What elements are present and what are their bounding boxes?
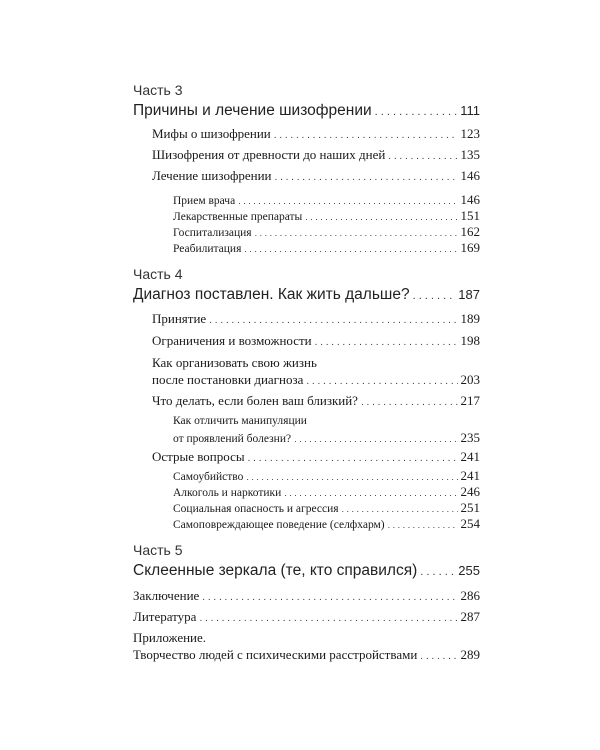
page-number: 286 [460, 588, 480, 603]
page-number: 111 [460, 103, 480, 118]
entry-title: Заключение [133, 588, 200, 603]
leader-dots [305, 212, 457, 222]
page-number: 123 [460, 126, 480, 141]
leader-dots [375, 106, 458, 118]
leader-dots [315, 337, 458, 348]
part-5-title: Склеенные зеркала (те, кто справился) [133, 562, 418, 579]
toc-subentry[interactable] [173, 468, 480, 484]
leader-dots [413, 290, 456, 302]
toc-subentry[interactable] [173, 192, 480, 208]
leader-dots [244, 244, 457, 254]
toc-entry-appendix[interactable] [133, 647, 480, 663]
leader-dots [420, 651, 457, 662]
page-number: 135 [460, 147, 480, 162]
entry-title: Лечение шизофрении [152, 168, 272, 183]
page-number: 289 [460, 647, 480, 662]
leader-dots [199, 613, 457, 624]
page-number: 203 [460, 372, 480, 387]
leader-dots [209, 315, 457, 326]
leader-dots [420, 566, 455, 578]
leader-dots [284, 488, 457, 498]
leader-dots [274, 130, 458, 141]
toc-entry[interactable] [152, 372, 480, 388]
entry-title: Самоповреждающее поведение (селфхарм) [173, 519, 385, 531]
entry-title: Самоубийство [173, 471, 244, 483]
toc-entry[interactable] [152, 126, 480, 142]
part-3-label: Часть 3 [133, 82, 183, 98]
part-5-heading[interactable] [133, 562, 480, 580]
leader-dots [238, 196, 457, 206]
part-5-label: Часть 5 [133, 542, 183, 558]
entry-title: Алкоголь и наркотики [173, 487, 282, 499]
entry-title: Социальная опасность и агрессия [173, 503, 339, 515]
entry-title-line1: Как организовать свою жизнь [152, 355, 317, 370]
leader-dots [342, 504, 458, 514]
entry-title: Шизофрения от древности до наших дней [152, 147, 386, 162]
entry-title: от проявлений болезни? [173, 433, 292, 445]
toc-entry-conclusion[interactable] [133, 588, 480, 604]
toc-entry[interactable] [152, 147, 480, 163]
leader-dots [255, 228, 458, 238]
page-number: 241 [460, 449, 480, 464]
page-number: 151 [460, 208, 480, 223]
page-number: 217 [460, 393, 480, 408]
page-number: 251 [460, 500, 480, 515]
toc-entry[interactable] [152, 393, 480, 409]
leader-dots [202, 592, 457, 603]
entry-title: Прием врача [173, 195, 236, 207]
toc-entry[interactable] [152, 333, 480, 349]
page-number: 254 [460, 516, 480, 531]
leader-dots [275, 172, 458, 183]
part-4-heading[interactable] [133, 286, 480, 304]
toc-entry[interactable] [152, 168, 480, 184]
entry-title: Ограничения и возможности [152, 333, 312, 348]
page-number: 255 [458, 563, 480, 578]
toc-subentry[interactable] [173, 500, 480, 516]
page-number: 146 [460, 192, 480, 207]
part-3-heading[interactable] [133, 102, 480, 120]
toc-entry-literature[interactable] [133, 609, 480, 625]
leader-dots [388, 151, 457, 162]
page-number: 241 [460, 468, 480, 483]
entry-title: Творчество людей с психическими расстройствами [133, 647, 418, 662]
leader-dots [306, 376, 457, 387]
entry-title-line1: Как отличить манипуляции [173, 415, 307, 427]
entry-title: Литература [133, 609, 197, 624]
entry-title: Принятие [152, 311, 207, 326]
toc-subentry[interactable] [173, 484, 480, 500]
page-number: 235 [460, 430, 480, 445]
entry-title: Что делать, если болен ваш близкий? [152, 393, 358, 408]
entry-title: Реабилитация [173, 243, 242, 255]
toc-entry[interactable] [152, 449, 480, 465]
toc-entry[interactable] [152, 311, 480, 327]
leader-dots [246, 472, 457, 482]
leader-dots [294, 434, 457, 444]
toc-subentry[interactable] [173, 208, 480, 224]
page-number: 189 [460, 311, 480, 326]
part-3-title: Причины и лечение шизофрении [133, 102, 372, 119]
leader-dots [361, 397, 458, 408]
toc-subentry[interactable] [173, 516, 480, 532]
part-4-label: Часть 4 [133, 266, 183, 282]
entry-title: Лекарственные препараты [173, 211, 303, 223]
page-number: 169 [460, 240, 480, 255]
page-number: 287 [460, 609, 480, 624]
entry-title: после постановки диагноза [152, 372, 304, 387]
page-number: 146 [460, 168, 480, 183]
leader-dots [248, 453, 458, 464]
page-number: 246 [460, 484, 480, 499]
toc-subentry[interactable] [173, 224, 480, 240]
toc-subentry[interactable] [173, 430, 480, 446]
entry-title: Мифы о шизофрении [152, 126, 271, 141]
page-number: 187 [458, 287, 480, 302]
entry-title-line1: Приложение. [133, 630, 207, 645]
entry-title: Острые вопросы [152, 449, 245, 464]
page-number: 198 [460, 333, 480, 348]
toc-subentry[interactable] [173, 240, 480, 256]
leader-dots [388, 520, 458, 530]
entry-title: Госпитализация [173, 227, 252, 239]
page-number: 162 [460, 224, 480, 239]
part-4-title: Диагноз поставлен. Как жить дальше? [133, 286, 410, 303]
